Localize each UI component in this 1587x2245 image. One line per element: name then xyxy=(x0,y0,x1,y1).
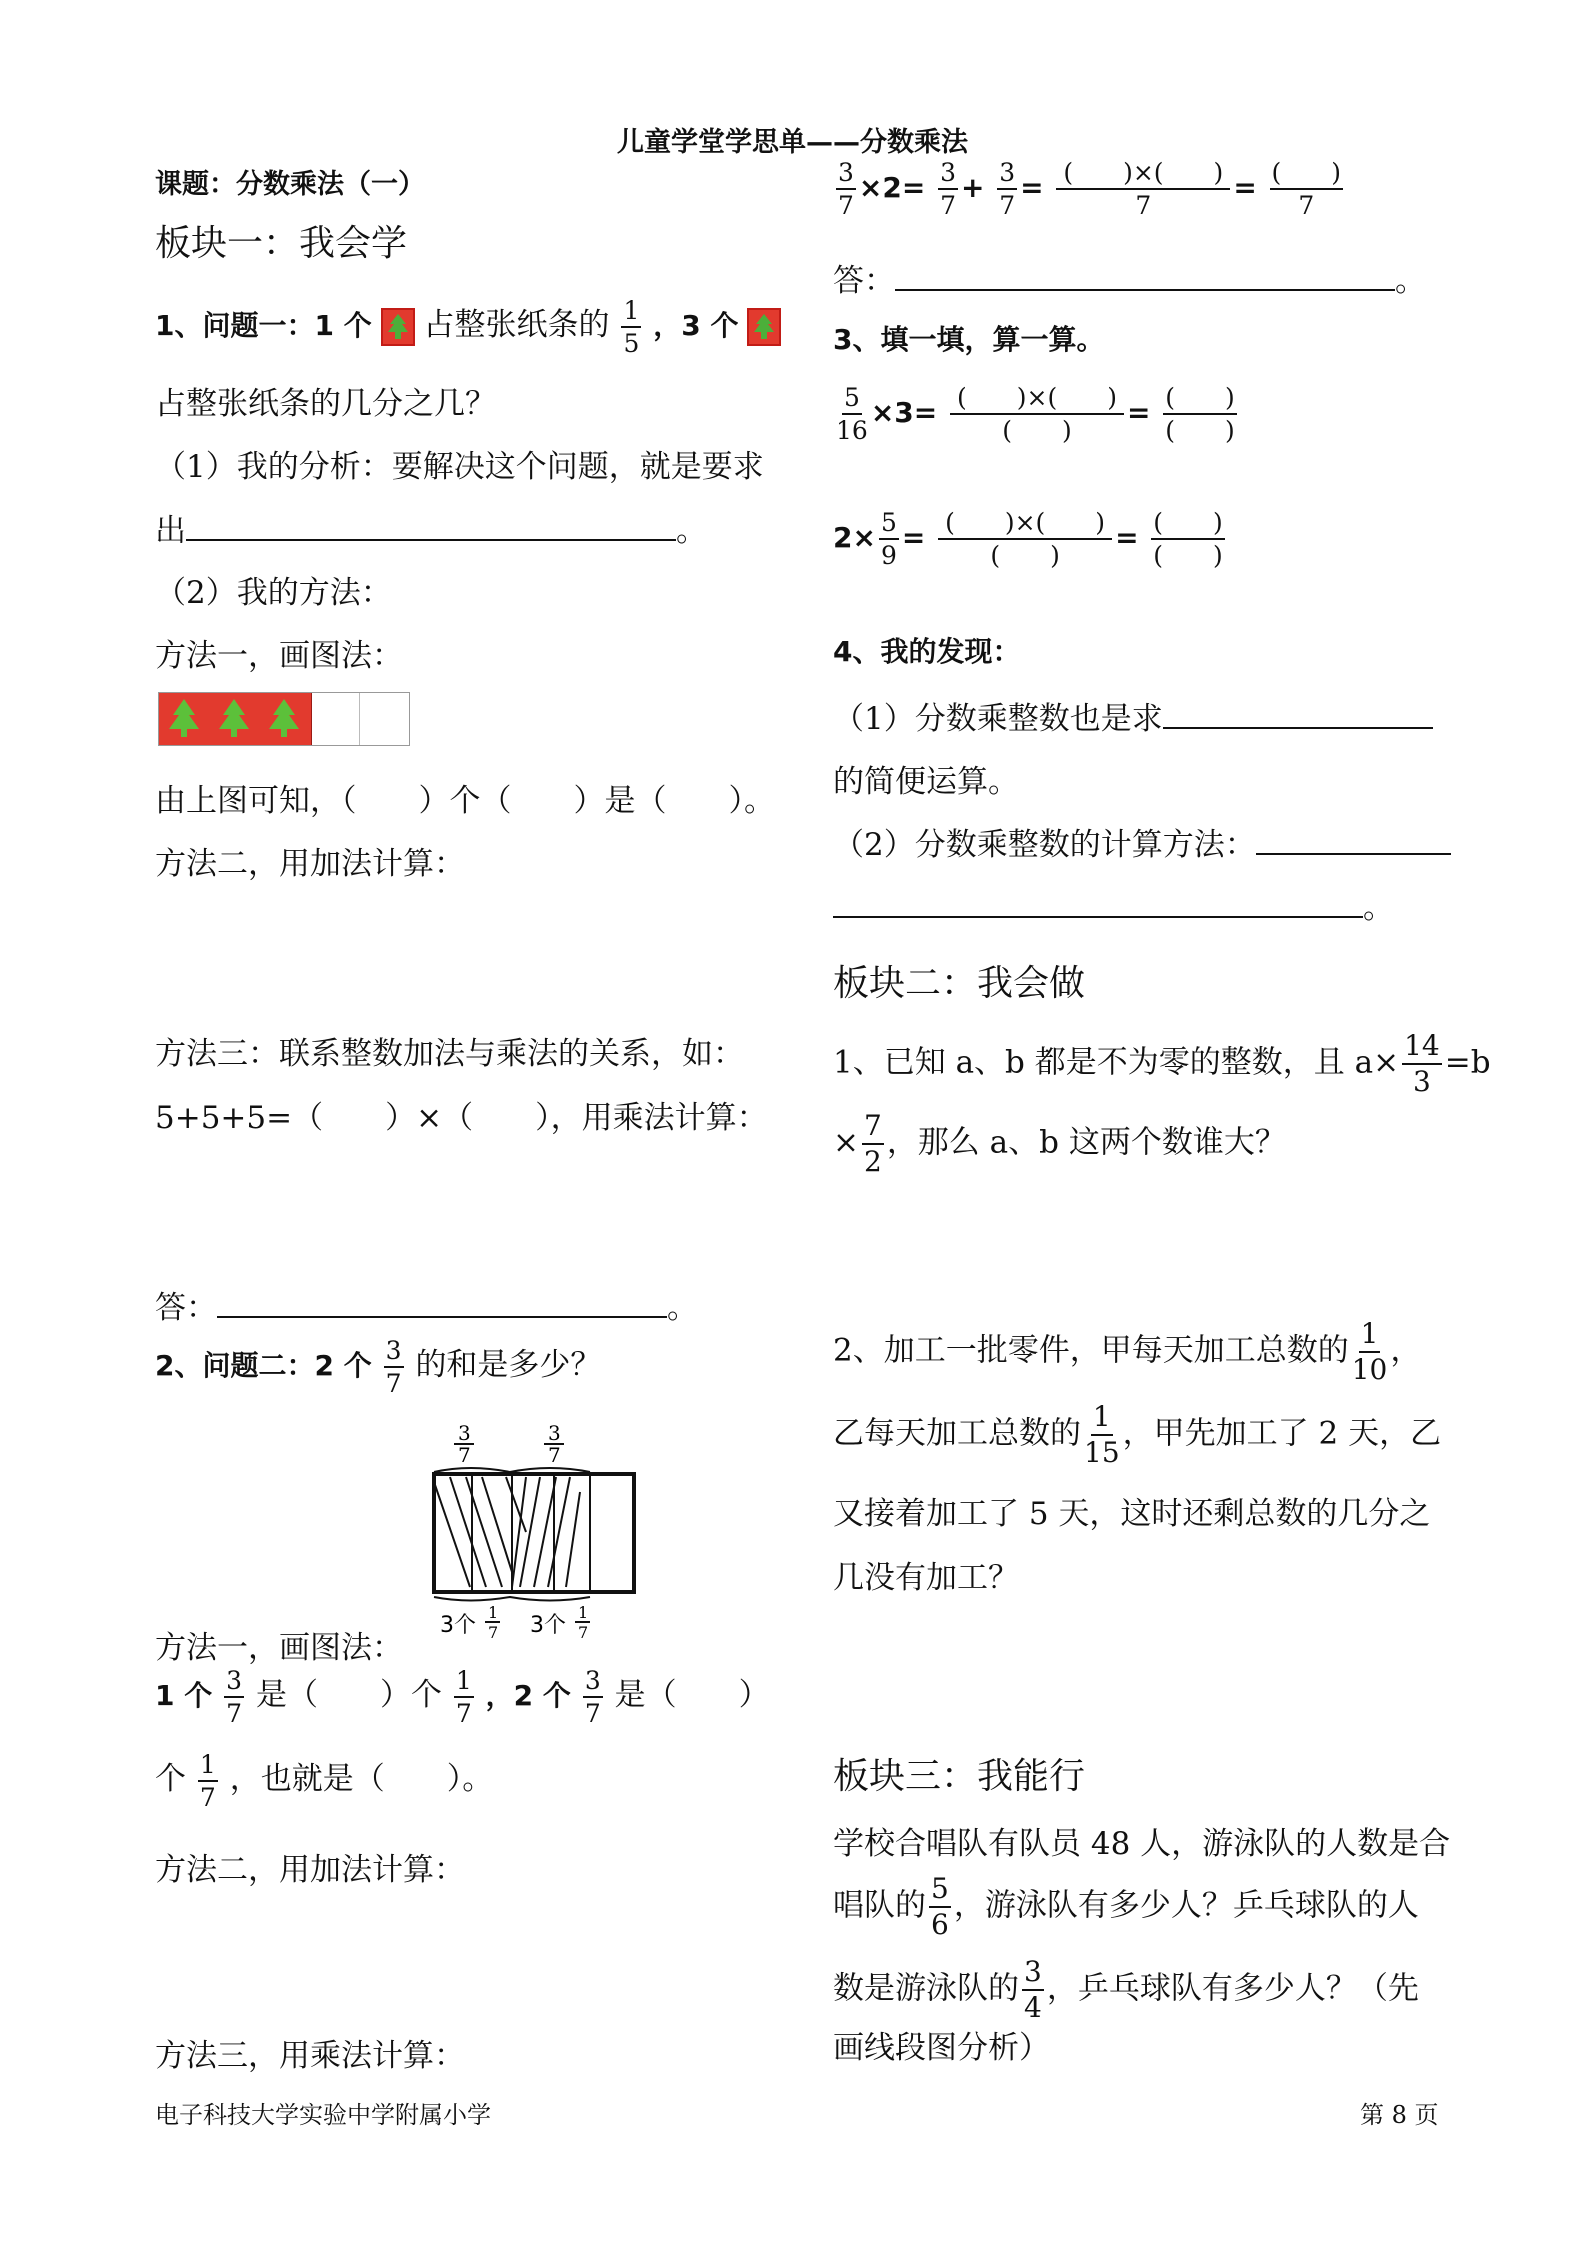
q2-method3-label: 方法三，用乘法计算： xyxy=(155,2038,465,2074)
q2-fill-line1: 1 个 $\frac{3}{7}$ 是（ ）个 $\frac{1}{7}$ ，2 个 $\frac{3}{7}$ 是（ ） xyxy=(155,1666,770,1728)
equation-2-times-5-9: 2× $\frac{5}{9}$ = $\frac{( )\times( )}{( )}$ = $\frac{( )}{( )}$ xyxy=(833,508,1223,570)
strip-tree-icon xyxy=(159,693,212,745)
svg-text:3个: 3个 xyxy=(440,1613,476,1638)
svg-text:7: 7 xyxy=(458,1443,471,1467)
lesson-title: 课题：分数乘法（一） xyxy=(155,169,425,200)
footer-school: 电子科技大学实验中学附属小学 xyxy=(155,2101,491,2129)
section2-title: 板块二：我会做 xyxy=(833,963,1086,1004)
section3-title: 板块三：我能行 xyxy=(833,1756,1086,1797)
q1-after: ，3 个 xyxy=(653,309,739,342)
problem3-line3: 数是游泳队的 $\frac{3}{4}$ ，乒乓球队有多少人？（先 xyxy=(833,1955,1419,2024)
q1-line2: 占整张纸条的几分之几？ xyxy=(155,386,496,422)
q2-fill-line2: 个 $\frac{1}{7}$ ，也就是（ ）。 xyxy=(155,1750,494,1812)
problem3-line2: 唱队的 $\frac{5}{6}$ ，游泳队有多少人？乒乓球队的人 xyxy=(833,1872,1419,1941)
problem2-line2: 乙每天加工总数的 $\frac{1}{15}$ ，甲先加工了 2 天，乙 xyxy=(833,1400,1442,1469)
equation-5-16-times-3: $\frac{5}{16}$ ×3= $\frac{( )\times( )}{( )}$ = $\frac{( )}{( )}$ xyxy=(836,383,1235,445)
svg-text:7: 7 xyxy=(548,1443,561,1467)
q2-method2-label: 方法二，用加法计算： xyxy=(155,1852,465,1888)
tree-square-icon xyxy=(747,308,781,346)
svg-text:1: 1 xyxy=(578,1603,589,1622)
question2-line: 2、问题二：2 个 $\frac{3}{7}$ 的和是多少？ xyxy=(155,1336,602,1398)
question1-line1 xyxy=(155,298,781,356)
equation-3-7-times-2: $\frac{3}{7}$ ×2= $\frac{3}{7}$ + $\frac{3}{7}$ = $\frac{( )\times( )}{7}$ = $\frac{( )}{7}$ xyxy=(838,158,1342,220)
svg-text:1: 1 xyxy=(488,1603,499,1622)
page-title: 儿童学堂学思单——分数乘法 xyxy=(617,127,968,158)
problem3-line1: 学校合唱队有队员 48 人，游泳队的人数是合 xyxy=(833,1826,1451,1862)
tree-square-icon xyxy=(381,308,415,346)
method1-label: 方法一，画图法： xyxy=(155,638,403,674)
q1-mid: 占整张纸条的 xyxy=(423,307,610,343)
analysis-line: 出 。 xyxy=(155,505,707,550)
problem1-line2: × $\frac{7}{2}$ ，那么 a、b 这两个数谁大？ xyxy=(833,1109,1286,1178)
paper-strip-figure xyxy=(158,692,410,746)
problem2-line4: 几没有加工？ xyxy=(833,1560,1019,1596)
svg-text:7: 7 xyxy=(488,1623,499,1642)
problem3-line4: 画线段图分析） xyxy=(833,2030,1050,2066)
question3-title: 3、填一填，算一算。 xyxy=(833,323,1105,356)
svg-text:3: 3 xyxy=(548,1421,561,1445)
strip-tree-icon xyxy=(259,693,312,745)
fraction-3-7: $\frac{3}{7}$ xyxy=(385,1336,402,1398)
answer-line-left: 答： 。 xyxy=(155,1282,698,1327)
q2-method1-label: 方法一，画图法： xyxy=(155,1630,403,1666)
discovery1: （1）分数乘整数也是求 xyxy=(833,693,1433,738)
svg-text:3个: 3个 xyxy=(530,1613,566,1638)
question4-title: 4、我的发现： xyxy=(833,635,1021,668)
method-label: （2）我的方法： xyxy=(155,575,392,611)
problem2-line1: 2、加工一批零件，甲每天加工总数的 $\frac{1}{10}$ ， xyxy=(833,1317,1422,1386)
from-figure-text: 由上图可知，（ ）个（ ）是（ ）。 xyxy=(155,783,775,819)
method3-expression: 5+5+5=（ ）×（ ），用乘法计算： xyxy=(155,1100,768,1136)
q1-prefix: 1、问题一：1 个 xyxy=(155,309,372,342)
method3-label: 方法三：联系整数加法与乘法的关系，如： xyxy=(155,1036,744,1072)
discovery2: （2）分数乘整数的计算方法： xyxy=(833,819,1451,864)
method2-label: 方法二，用加法计算： xyxy=(155,846,465,882)
section1-title: 板块一：我会学 xyxy=(155,223,408,264)
fraction-1-5: $\frac{1}{5}$ xyxy=(623,296,640,358)
svg-text:7: 7 xyxy=(578,1623,589,1642)
discovery2-line: 。 xyxy=(833,882,1394,927)
strip-tree-icon xyxy=(209,693,262,745)
hatched-rectangle-figure xyxy=(430,1412,640,1642)
analysis-text: （1）我的分析：要解决这个问题，就是要求 xyxy=(155,449,764,485)
footer-page-number: 第 8 页 xyxy=(1360,2101,1439,2129)
svg-text:3: 3 xyxy=(458,1421,471,1445)
answer-line-right: 答： 。 xyxy=(833,255,1426,300)
discovery1-end: 的简便运算。 xyxy=(833,764,1019,800)
problem1-line1: 1、已知 a、b 都是不为零的整数，且 a× $\frac{14}{3}$ =b xyxy=(833,1029,1491,1098)
problem2-line3: 又接着加工了 5 天，这时还剩总数的几分之 xyxy=(833,1496,1431,1532)
